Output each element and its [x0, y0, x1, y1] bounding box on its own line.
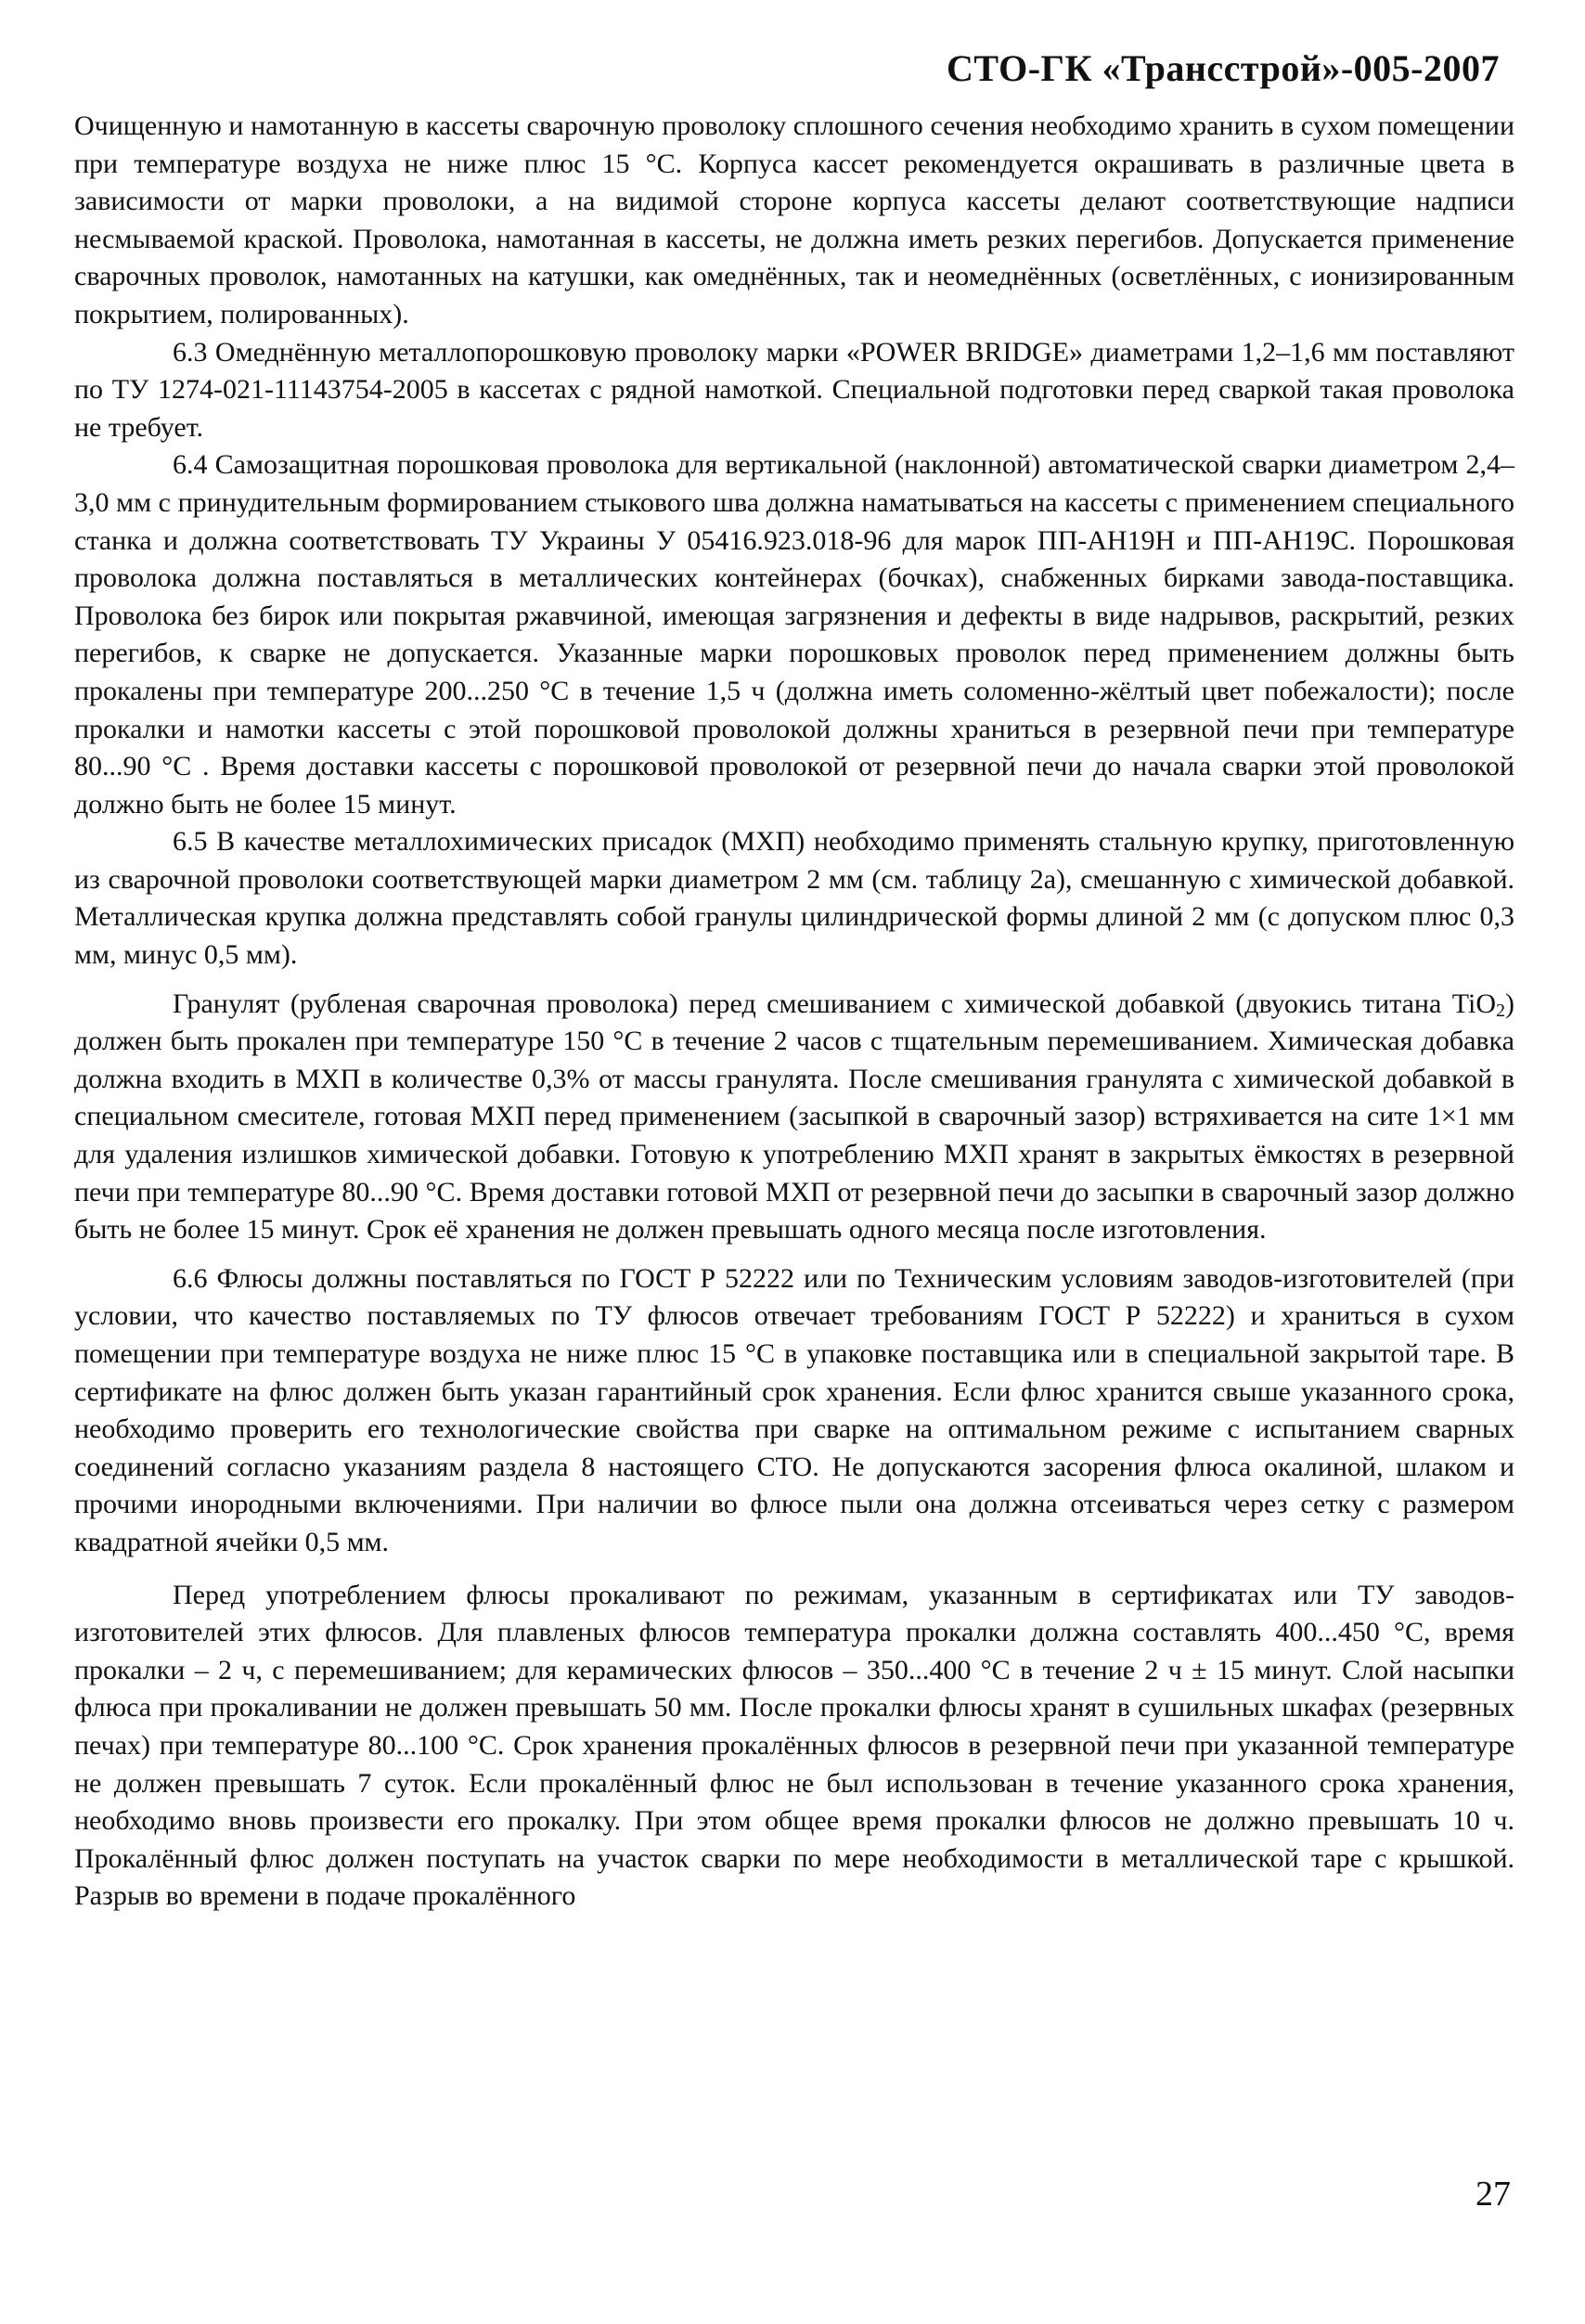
paragraph-6-6: 6.6 Флюсы должны поставляться по ГОСТ Р 52222 или по Техническим условиям заводов-изготовителей (при условии, что качество поставляемых по ТУ флюсов отвечает требованиям ГОСТ Р 52222) и храниться в сухом помещении при температуре воздуха не ниже плюс 15 °С в упаковке поставщика или в специальной закрытой таре. В сертификате на флюс должен быть указан гарантийный срок хранения. Если флюс хранится свыше указанного срока, необходимо проверить его технологические свойства при сварке на оптимальном режиме с испытанием сварных соединений согласно указаниям раздела 8 настоящего СТО. Не допускаются засорения флюса окалиной, шлаком и прочими инородными включениями. При наличии во флюсе пыли она должна отсеиваться через сетку с размером квадратной ячейки 0,5 мм. — [74, 1262, 1514, 1557]
paragraph-flux-calcination: Перед употреблением флюсы прокаливают по режимам, указанным в сертификатах или ТУ заводов-изготовителей этих флюсов. Для плавленых флюсов температура прокалки должна составлять 400...450 °С, время прокалки – 2 ч, с перемешиванием; для керамических флюсов – 350...400 °С в течение 2 ч ± 15 минут. Слой насыпки флюса при прокаливании не должен превышать 50 мм. После прокалки флюсы хранят в сушильных шкафах (резервных печах) при температуре 80...100 °С. Срок хранения прокалённых флюсов в резервной печи при указанной температуре не должен превышать 7 суток. Если прокалённый флюс не был использован в течение указанного срока хранения, необходимо вновь произвести его прокалку. При этом общее время прокалки флюсов не должно превышать 10 ч. Прокалённый флюс должен поступать на участок сварки по мере необходимости в металлической таре с крышкой. Разрыв во времени в подаче прокалённого — [74, 1579, 1514, 1912]
paragraph-6-4: 6.4 Самозащитная порошковая проволока для вертикальной (наклонной) автоматической сварки диаметром 2,4–3,0 мм с принудительным формированием стыкового шва должна наматываться на кассеты с применением специального станка и должна соответствовать ТУ Украины У 05416.923.018-96 для марок ПП-АН19Н и ПП-АН19С. Порошковая проволока должна поставляться в металлических контейнерах (бочках), снабженных бирками завода-поставщика. Проволока без бирок или покрытая ржавчиной, имеющая загрязнения и дефекты в виде надрывов, раскрытий, резких перегибов, к сварке не допускается. Указанные марки порошковых проволок перед применением должны быть прокалены при температуре 200...250 °С в течение 1,5 ч (должна иметь соломенно-жёлтый цвет побежалости); после прокалки и намотки кассеты с этой порошковой проволокой должны храниться в резервной печи при температуре 80...90 °С . Время доставки кассеты с порошковой проволокой от резервной печи до начала сварки этой проволокой должно быть не более 15 минут. — [74, 449, 1514, 820]
paragraph-6-5: 6.5 В качестве металлохимических присадок (МХП) необходимо применять стальную крупку, приготовленную из сварочной проволоки соответствующей марки диаметром 2 мм (см. таблицу 2а), смешанную с химической добавкой. Металлическая крупка должна представлять собой гранулы цилиндрической формы длиной 2 мм (с допуском плюс 0,3 мм, минус 0,5 мм). — [74, 826, 1514, 971]
paragraph-6-3: 6.3 Омеднённую металлопорошковую проволоку марки «POWER BRIDGE» диаметрами 1,2–1,6 мм поставляют по ТУ 1274-021-11143754-2005 в кассетах с рядной намоткой. Специальной подготовки перед сваркой такая проволока не требует. — [74, 336, 1514, 443]
paragraph-granulate — [74, 986, 1514, 1249]
page-number: 27 — [1475, 2175, 1511, 2214]
document-body — [74, 108, 1514, 1916]
paragraph-wire-storage: Очищенную и намотанную в кассеты сварочную проволоку сплошного сечения необходимо хранить в сухом помещении при температуре воздуха не ниже плюс 15 °С. Корпуса кассет рекомендуется окрашивать в различные цвета в зависимости от марки проволоки, а на видимой стороне корпуса кассеты делают соответствующие надписи несмываемой краской. Проволока, намотанная в кассеты, не должна иметь резких перегибов. Допускается применение сварочных проволок, намотанных на катушки, как омеднённых, так и неомеднённых (осветлённых, с ионизированным покрытием, полированных). — [74, 110, 1514, 329]
granulate-text-part-2: ) должен быть прокален при температуре 150 °С в течение 2 часов с тщательным перемешиванием. Химическая добавка должна входить в МХП в количестве 0,3% от массы гранулята. После смешивания гранулята с химической добавкой в специальном смесителе, готовая МХП перед применением (засыпкой в сварочный зазор) встряхивается на сите 1×1 мм для удаления излишков химической добавки. Готовую к употреблению МХП хранят в закрытых ёмкостях в резервной печи при температуре 80...90 °С. Время доставки готовой МХП от резервной печи до засыпки в сварочный зазор должно быть не более 15 минут. Срок её хранения не должен превышать одного месяца после изготовления. — [74, 988, 1514, 1246]
tio2-subscript: 2 — [1496, 1000, 1505, 1021]
granulate-text-part-1: Гранулят (рубленая сварочная проволока) перед смешиванием с химической добавкой (двуокись титана TiO — [173, 988, 1496, 1019]
document-header-code: СТО-ГК «Трансстрой»-005-2007 — [947, 47, 1500, 89]
